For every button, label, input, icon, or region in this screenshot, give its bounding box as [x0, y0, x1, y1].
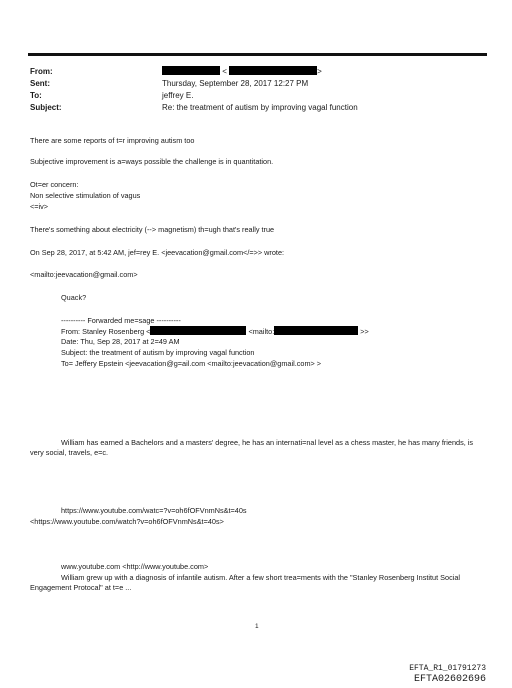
youtube-link-2: <https://www.youtube.com/watch?v=oh6fOFVnmNs&t=40s> [30, 517, 224, 526]
forwarded-subject: Subject: the treatment of autism by improving vagal function [61, 348, 255, 357]
footer-id-1: EFTA_R1_01791273 [409, 664, 486, 673]
sent-label: Sent: [30, 79, 50, 88]
subject-value: Re: the treatment of autism by improving vagal function [162, 103, 358, 112]
youtube-link-3: www.youtube.com <http://www.youtube.com> [61, 562, 209, 571]
forwarded-close: >> [360, 327, 369, 336]
quack-line: Quack? [61, 293, 87, 302]
forwarded-date: Date: Thu, Sep 28, 2017 at 2=49 AM [61, 337, 180, 346]
subject-label: Subject: [30, 103, 62, 112]
to-label: To: [30, 91, 42, 100]
body-line-5: <=iv> [30, 202, 49, 211]
footer-id-2: EFTA02602696 [413, 674, 486, 685]
body-line-2: Subjective improvement is a=ways possible the challenge is in quantitation. [30, 157, 274, 166]
forwarded-from [61, 326, 369, 337]
redaction-block [162, 66, 220, 75]
body-line-4: Non selective stimulation of vagus [30, 191, 141, 200]
sent-value: Thursday, September 28, 2017 12:27 PM [162, 79, 309, 88]
body-line-8: <mailto:jeevacation@gmail.com> [30, 270, 138, 279]
header-rule [28, 53, 487, 56]
redaction-block [150, 326, 246, 335]
redaction-block [229, 66, 317, 75]
forwarded-from-prefix: From: Stanley Rosenberg < [61, 327, 151, 336]
from-label: From: [30, 67, 53, 76]
from-lt: < [222, 67, 227, 76]
william-paragraph-1: William has earned a Bachelors and a masters' degree, he has an internati=nal level as a chess master, he has many friends, is very social, travels, e=c. [30, 438, 474, 457]
from-gt: > [317, 67, 322, 76]
youtube-link-1: https://www.youtube.com/watc=?v=oh6fOFVnmNs&t=40s [61, 506, 247, 515]
body-line-1: There are some reports of t=r improving autism too [30, 136, 195, 145]
forwarded-to: To= Jeffery Epstein <jeevacation@g=ail.com <mailto:jeevacation@gmail.com> > [61, 359, 322, 368]
body-line-6: There's something about electricity (--> magnetism) th=ugh that's really true [30, 225, 275, 234]
william-paragraph-2: William grew up with a diagnosis of infantile autism. After a few short trea=ments with the "Stanley Rosenberg Institut Social Engagement Protocal" at t=e ... [30, 573, 461, 592]
from-value [162, 66, 322, 77]
page-number: 1 [255, 623, 259, 630]
forwarded-separator: ---------- Forwarded me=sage ---------- [61, 316, 181, 325]
forwarded-mailto: <mailto: [248, 327, 275, 336]
body-line-3: Ot=er concern: [30, 180, 79, 189]
body-line-7: On Sep 28, 2017, at 5:42 AM, jef=rey E. <jeevacation@gmail.com</=>> wrote: [30, 248, 285, 257]
redaction-block [274, 326, 358, 335]
to-value: jeffrey E. [162, 91, 194, 100]
